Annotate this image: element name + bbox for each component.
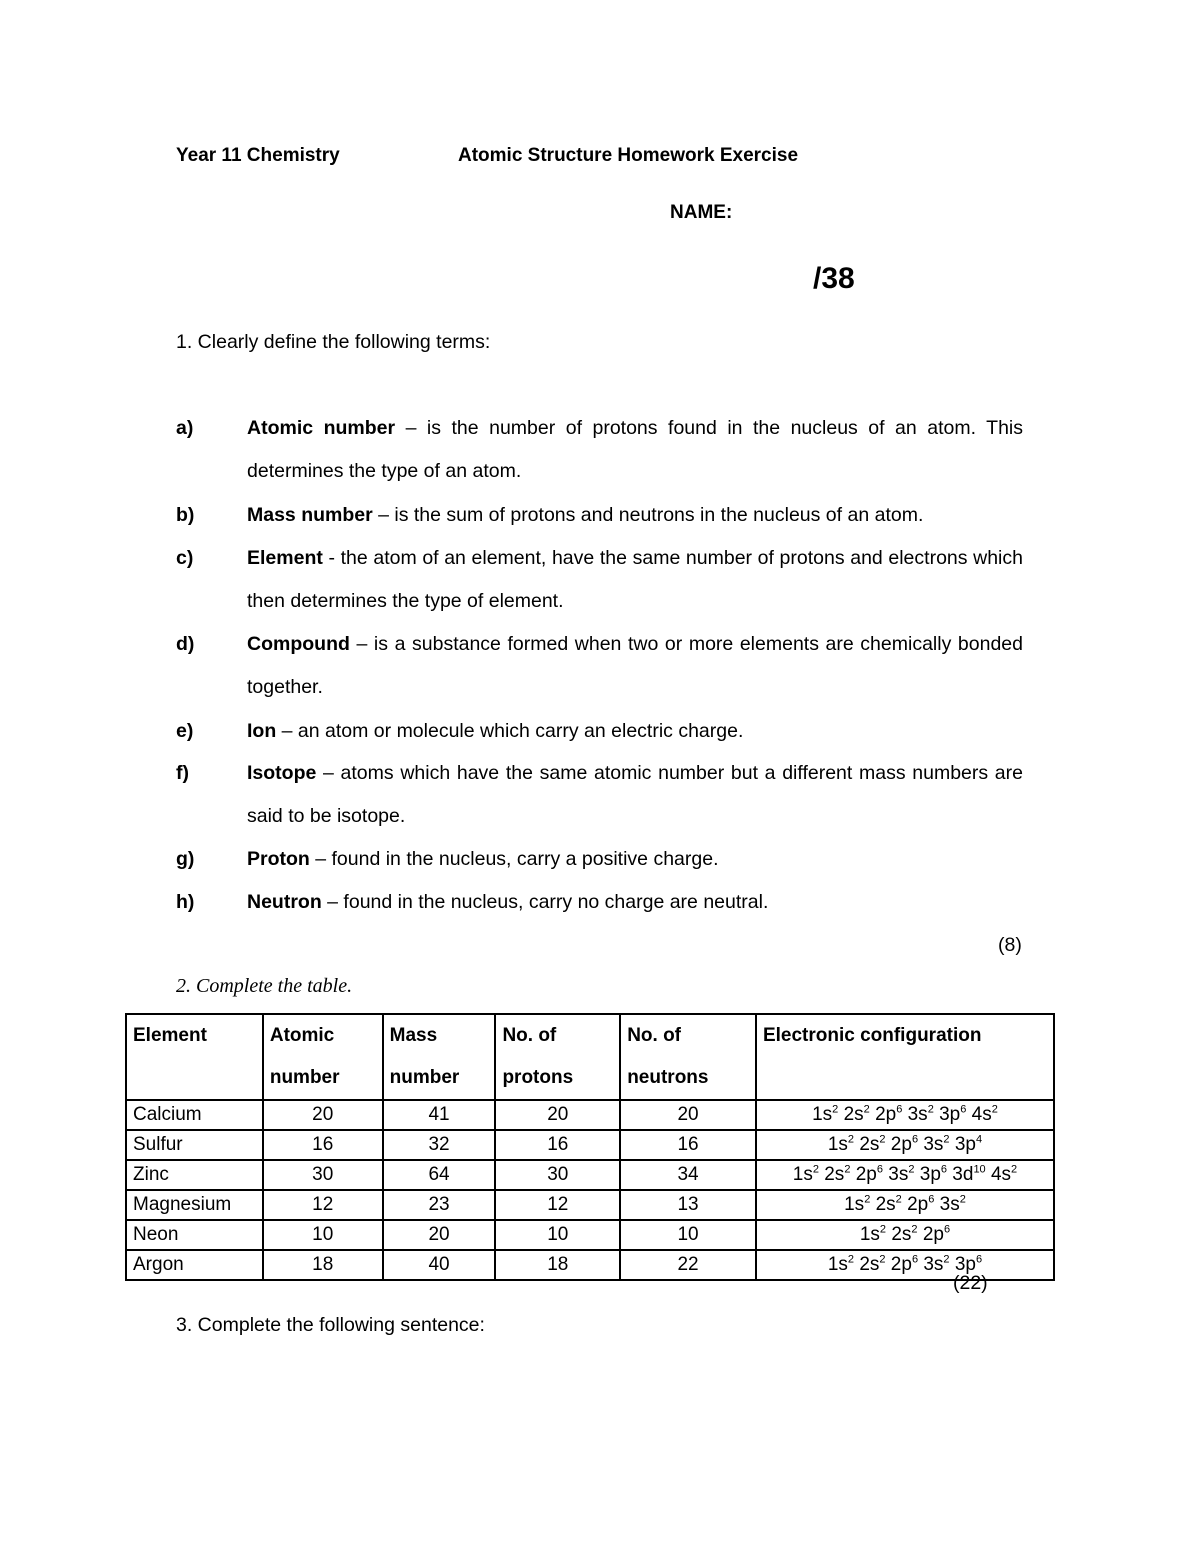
table-cell-atomic: 20 (263, 1100, 383, 1130)
course-label: Year 11 Chemistry (176, 145, 340, 166)
orbital: 2p (890, 1134, 912, 1155)
header-line: protons (502, 1067, 574, 1088)
table-row (126, 1130, 1054, 1160)
table-cell-protons: 16 (495, 1130, 620, 1160)
orbital-electrons: 6 (960, 1103, 967, 1116)
orbital-electrons: 4 (975, 1133, 983, 1146)
orbital-electrons: 6 (911, 1253, 919, 1266)
orbital-electrons: 2 (943, 1253, 950, 1266)
orbital-electrons: 6 (928, 1193, 935, 1206)
table-cell-protons: 20 (495, 1100, 620, 1130)
orbital: 3s (923, 1134, 944, 1155)
table-cell-config (756, 1190, 1054, 1220)
orbital: 3p (954, 1134, 976, 1155)
definition-body: – an atom or molecule which carry an electric charge. (276, 720, 744, 742)
orbital: 2p (875, 1104, 897, 1125)
definition-text (247, 494, 1023, 537)
table-cell-config (756, 1220, 1054, 1250)
orbital-electrons: 2 (908, 1163, 915, 1176)
table-cell-element: Sulfur (126, 1130, 263, 1160)
q2-marks: (22) (953, 1272, 988, 1294)
q3-prompt: 3. Complete the following sentence: (176, 1314, 485, 1336)
table-header-cell (620, 1014, 756, 1100)
orbital-electrons: 2 (844, 1163, 851, 1176)
orbital-electrons: 6 (896, 1103, 903, 1116)
name-label: NAME: (670, 202, 733, 223)
table-cell-mass: 41 (383, 1100, 496, 1130)
definition-letter: g) (176, 848, 195, 870)
table-header-cell (383, 1014, 496, 1100)
header-line: Electronic configuration (762, 1025, 982, 1046)
orbital: 3p (954, 1254, 976, 1275)
table-cell-config (756, 1130, 1054, 1160)
orbital: 1s (812, 1104, 833, 1125)
table-cell-protons: 10 (495, 1220, 620, 1250)
table-header-cell (263, 1014, 383, 1100)
orbital: 2s (875, 1194, 896, 1215)
table-cell-neutrons: 20 (620, 1100, 756, 1130)
definition-term: Mass number (247, 504, 373, 526)
definition-term: Compound (247, 633, 350, 655)
definition-text (247, 838, 1023, 881)
orbital: 2p (907, 1194, 929, 1215)
table-cell-protons: 30 (495, 1160, 620, 1190)
orbital-electrons: 2 (895, 1193, 902, 1206)
total-marks: /38 (813, 262, 855, 295)
orbital: 2s (859, 1254, 880, 1275)
orbital-electrons: 10 (973, 1163, 986, 1176)
orbital-electrons: 2 (879, 1223, 887, 1236)
definition-text (247, 623, 1023, 709)
definition-body: – atoms which have the same atomic number but a different mass numbers are said to be isotope. (247, 762, 1023, 827)
definition-text (247, 752, 1023, 838)
table-cell-protons: 18 (495, 1250, 620, 1280)
orbital: 2s (891, 1224, 912, 1245)
orbital: 3s (888, 1164, 909, 1185)
orbital-electrons: 2 (863, 1103, 870, 1116)
orbital: 2p (890, 1254, 912, 1275)
q2-prompt: 2. Complete the table. (176, 975, 353, 997)
orbital-electrons: 2 (927, 1103, 934, 1116)
orbital: 1s (792, 1164, 813, 1185)
table-cell-config (756, 1250, 1054, 1280)
table-cell-mass: 32 (383, 1130, 496, 1160)
definition-body: - the atom of an element, have the same number of protons and electrons which then determines the type of element. (247, 547, 1023, 612)
orbital-electrons: 2 (812, 1163, 819, 1176)
table-cell-protons: 12 (495, 1190, 620, 1220)
table-cell-mass: 64 (383, 1160, 496, 1190)
header-line: No. of (627, 1025, 682, 1046)
header-line: number (269, 1067, 340, 1088)
definition-letter: a) (176, 417, 194, 439)
header-line: Mass (389, 1025, 438, 1046)
orbital-electrons: 2 (864, 1193, 871, 1206)
orbital: 3s (923, 1254, 944, 1275)
table-cell-mass: 23 (383, 1190, 496, 1220)
orbital-electrons: 2 (879, 1133, 886, 1146)
orbital: 2s (843, 1104, 864, 1125)
orbital-electrons: 2 (847, 1133, 855, 1146)
table-row (126, 1190, 1054, 1220)
orbital-electrons: 2 (847, 1253, 855, 1266)
orbital-electrons: 6 (975, 1253, 983, 1266)
table-cell-atomic: 30 (263, 1160, 383, 1190)
table-cell-atomic: 12 (263, 1190, 383, 1220)
table-cell-element: Magnesium (126, 1190, 263, 1220)
definition-letter: d) (176, 633, 195, 655)
worksheet-title: Atomic Structure Homework Exercise (458, 145, 799, 166)
orbital-electrons: 2 (991, 1103, 998, 1116)
orbital: 4s (990, 1164, 1012, 1185)
table-cell-atomic: 18 (263, 1250, 383, 1280)
header-line: neutrons (627, 1067, 709, 1088)
orbital-electrons: 6 (876, 1163, 883, 1176)
orbital: 2p (855, 1164, 877, 1185)
table-header-cell (126, 1014, 263, 1100)
orbital-electrons: 2 (832, 1103, 839, 1116)
definition-letter: e) (176, 720, 194, 742)
header-line: Element (133, 1025, 207, 1046)
table-cell-mass: 20 (383, 1220, 496, 1250)
table-cell-neutrons: 22 (620, 1250, 756, 1280)
orbital: 4s (971, 1104, 992, 1125)
orbital: 1s (859, 1224, 880, 1245)
orbital-electrons: 6 (940, 1163, 948, 1176)
definition-text (247, 537, 1023, 623)
definition-term: Ion (247, 720, 277, 742)
orbital-electrons: 2 (879, 1253, 886, 1266)
definition-body: – is a substance formed when two or more elements are chemically bonded together. (247, 633, 1023, 698)
header-line: No. of (502, 1025, 557, 1046)
table-header-cell (756, 1014, 1054, 1100)
definition-term: Element (247, 547, 323, 569)
definition-term: Neutron (247, 891, 322, 913)
table-cell-neutrons: 13 (620, 1190, 756, 1220)
table-cell-mass: 40 (383, 1250, 496, 1280)
orbital: 1s (827, 1134, 848, 1155)
orbital: 3s (907, 1104, 928, 1125)
element-table (125, 1013, 1055, 1281)
orbital: 1s (827, 1254, 848, 1275)
table-cell-neutrons: 10 (620, 1220, 756, 1250)
table-cell-atomic: 16 (263, 1130, 383, 1160)
orbital-electrons: 2 (1011, 1163, 1018, 1176)
table-row (126, 1100, 1054, 1130)
definition-text (247, 407, 1023, 493)
definition-letter: f) (176, 762, 189, 784)
definition-text (247, 710, 1023, 753)
header-line: number (389, 1067, 460, 1088)
orbital-electrons: 6 (911, 1133, 919, 1146)
orbital: 3d (952, 1164, 974, 1185)
definition-body: – found in the nucleus, carry no charge are neutral. (321, 891, 769, 913)
table-body (126, 1100, 1054, 1280)
definition-term: Isotope (247, 762, 317, 784)
header-line: Atomic (269, 1025, 335, 1046)
table-cell-config (756, 1160, 1054, 1190)
orbital: 2s (859, 1134, 880, 1155)
definition-body: – found in the nucleus, carry a positive charge. (309, 848, 719, 870)
table-cell-config (756, 1100, 1054, 1130)
definition-term: Atomic number (247, 417, 396, 439)
orbital: 3p (919, 1164, 941, 1185)
table-row (126, 1220, 1054, 1250)
definition-letter: c) (176, 547, 194, 569)
table-cell-atomic: 10 (263, 1220, 383, 1250)
definition-term: Proton (247, 848, 310, 870)
definition-body: – is the number of protons found in the nucleus of an atom. This determines the type of an atom. (247, 417, 1023, 482)
q1-prompt: 1. Clearly define the following terms: (176, 331, 491, 353)
table-header-cell (495, 1014, 620, 1100)
orbital-electrons: 2 (943, 1133, 950, 1146)
table-cell-neutrons: 16 (620, 1130, 756, 1160)
table-cell-neutrons: 34 (620, 1160, 756, 1190)
orbital: 3s (939, 1194, 960, 1215)
table-row (126, 1250, 1054, 1280)
table-cell-element: Zinc (126, 1160, 263, 1190)
definition-letter: h) (176, 891, 195, 913)
table-cell-element: Neon (126, 1220, 263, 1250)
table-cell-element: Argon (126, 1250, 263, 1280)
orbital-electrons: 6 (943, 1223, 951, 1236)
definition-letter: b) (176, 504, 195, 526)
definition-body: – is the sum of protons and neutrons in the nucleus of an atom. (372, 504, 924, 526)
definition-text (247, 881, 1023, 924)
table-row (126, 1160, 1054, 1190)
orbital: 2p (922, 1224, 944, 1245)
orbital-electrons: 2 (959, 1193, 966, 1206)
table-header-row (126, 1014, 1054, 1100)
orbital: 1s (844, 1194, 865, 1215)
orbital: 2s (824, 1164, 845, 1185)
orbital: 3p (939, 1104, 961, 1125)
q1-marks: (8) (998, 934, 1022, 956)
orbital-electrons: 2 (911, 1223, 918, 1236)
table-cell-element: Calcium (126, 1100, 263, 1130)
